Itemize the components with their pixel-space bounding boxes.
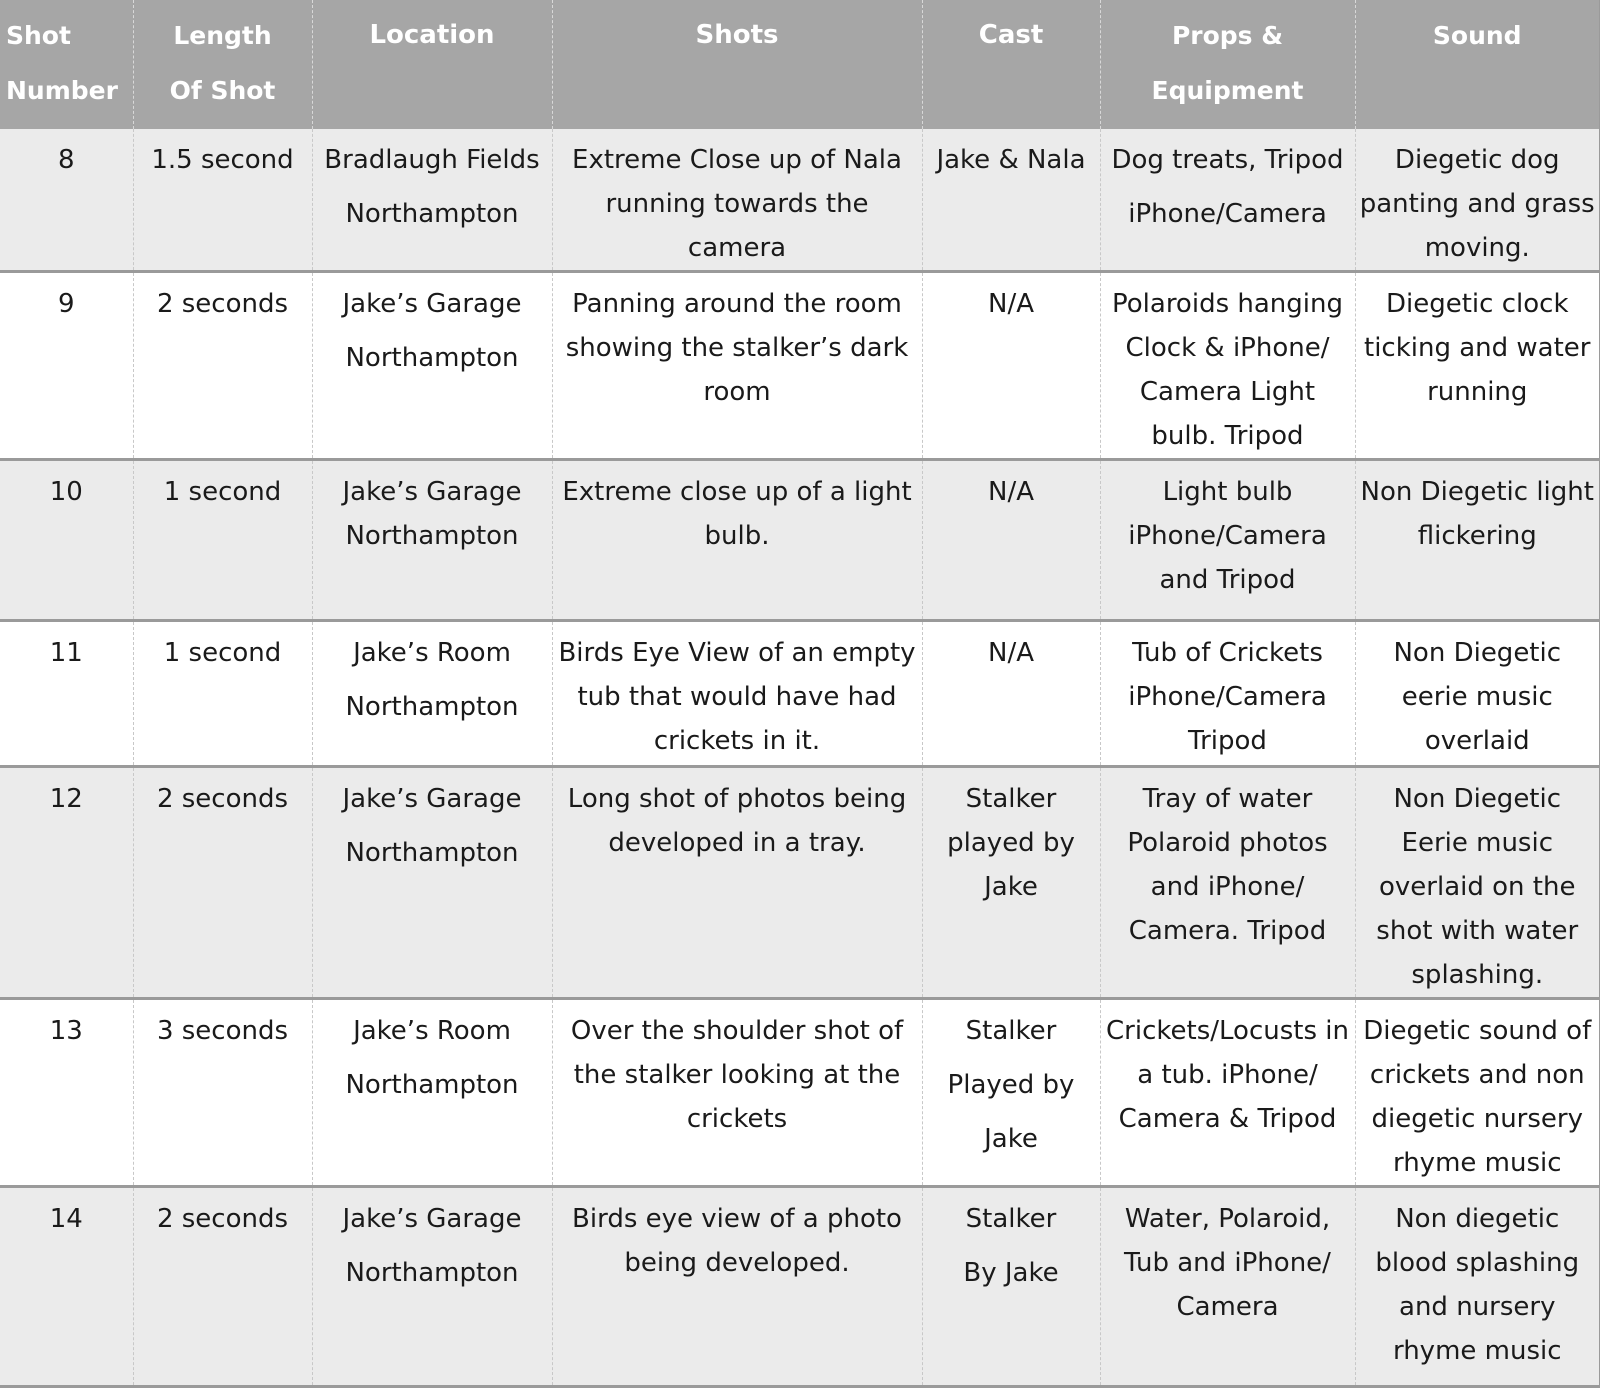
cell-shots: Over the shoulder shot of the stalker looking at the crickets [552, 999, 922, 1187]
cell-cast: Jake & Nala [922, 129, 1100, 272]
cell-length: 1 second [133, 460, 312, 621]
cell-length: 3 seconds [133, 999, 312, 1187]
cell-shot-number: 11 [0, 621, 133, 767]
cell-location: Bradlaugh Fields Northampton [312, 129, 552, 272]
header-cast: Cast [922, 0, 1100, 129]
cell-location: Jake’s Garage Northampton [312, 767, 552, 999]
cell-cast: Stalker By Jake [922, 1187, 1100, 1387]
table-row [0, 767, 1600, 999]
cell-shots: Extreme Close up of Nala running towards the camera [552, 129, 922, 272]
cell-props: Light bulb iPhone/Camera and Tripod [1100, 460, 1355, 621]
cell-length: 2 seconds [133, 1187, 312, 1387]
cell-props: Tub of Crickets iPhone/Camera Tripod [1100, 621, 1355, 767]
cell-props: Crickets/Locusts in a tub. iPhone/ Camera & Tripod [1100, 999, 1355, 1187]
header-shot-number: Shot Number [0, 0, 133, 129]
cell-shots: Birds eye view of a photo being developed. [552, 1187, 922, 1387]
cell-cast: Stalker played by Jake [922, 767, 1100, 999]
cell-props: Water, Polaroid, Tub and iPhone/ Camera [1100, 1187, 1355, 1387]
cell-sound: Non diegetic blood splashing and nursery rhyme music [1355, 1187, 1600, 1387]
cell-props: Tray of water Polaroid photos and iPhone/ Camera. Tripod [1100, 767, 1355, 999]
cell-shot-number: 13 [0, 999, 133, 1187]
cell-location: Jake’s Room Northampton [312, 621, 552, 767]
table-row [0, 129, 1600, 272]
header-location: Location [312, 0, 552, 129]
header-props-equipment: Props & Equipment [1100, 0, 1355, 129]
cell-shot-number: 10 [0, 460, 133, 621]
cell-length: 1.5 second [133, 129, 312, 272]
cell-cast: N/A [922, 272, 1100, 460]
cell-length: 2 seconds [133, 272, 312, 460]
cell-cast: Stalker Played by Jake [922, 999, 1100, 1187]
table-row [0, 272, 1600, 460]
cell-shot-number: 8 [0, 129, 133, 272]
header-shots: Shots [552, 0, 922, 129]
cell-location: Jake’s Garage Northampton [312, 272, 552, 460]
cell-shots: Long shot of photos being developed in a tray. [552, 767, 922, 999]
cell-cast: N/A [922, 460, 1100, 621]
cell-location: Jake’s Garage Northampton [312, 460, 552, 621]
cell-shots: Birds Eye View of an empty tub that would have had crickets in it. [552, 621, 922, 767]
cell-props: Polaroids hanging Clock & iPhone/ Camera Light bulb. Tripod [1100, 272, 1355, 460]
cell-sound: Diegetic dog panting and grass moving. [1355, 129, 1600, 272]
table-row [0, 1187, 1600, 1387]
cell-cast: N/A [922, 621, 1100, 767]
cell-location: Jake’s Garage Northampton [312, 1187, 552, 1387]
cell-length: 1 second [133, 621, 312, 767]
cell-length: 2 seconds [133, 767, 312, 999]
table-row [0, 621, 1600, 767]
cell-sound: Non Diegetic Eerie music overlaid on the shot with water splashing. [1355, 767, 1600, 999]
cell-sound: Diegetic sound of crickets and non diegetic nursery rhyme music [1355, 999, 1600, 1187]
cell-shot-number: 12 [0, 767, 133, 999]
cell-props: Dog treats, Tripod iPhone/Camera [1100, 129, 1355, 272]
header-row [0, 0, 1600, 129]
header-length-of-shot: Length Of Shot [133, 0, 312, 129]
cell-sound: Diegetic clock ticking and water running [1355, 272, 1600, 460]
cell-location: Jake’s Room Northampton [312, 999, 552, 1187]
cell-sound: Non Diegetic light flickering [1355, 460, 1600, 621]
cell-shot-number: 9 [0, 272, 133, 460]
cell-shots: Extreme close up of a light bulb. [552, 460, 922, 621]
table-row [0, 460, 1600, 621]
cell-sound: Non Diegetic eerie music overlaid [1355, 621, 1600, 767]
header-sound: Sound [1355, 0, 1600, 129]
cell-shots: Panning around the room showing the stalker’s dark room [552, 272, 922, 460]
table-row [0, 999, 1600, 1187]
cell-shot-number: 14 [0, 1187, 133, 1387]
